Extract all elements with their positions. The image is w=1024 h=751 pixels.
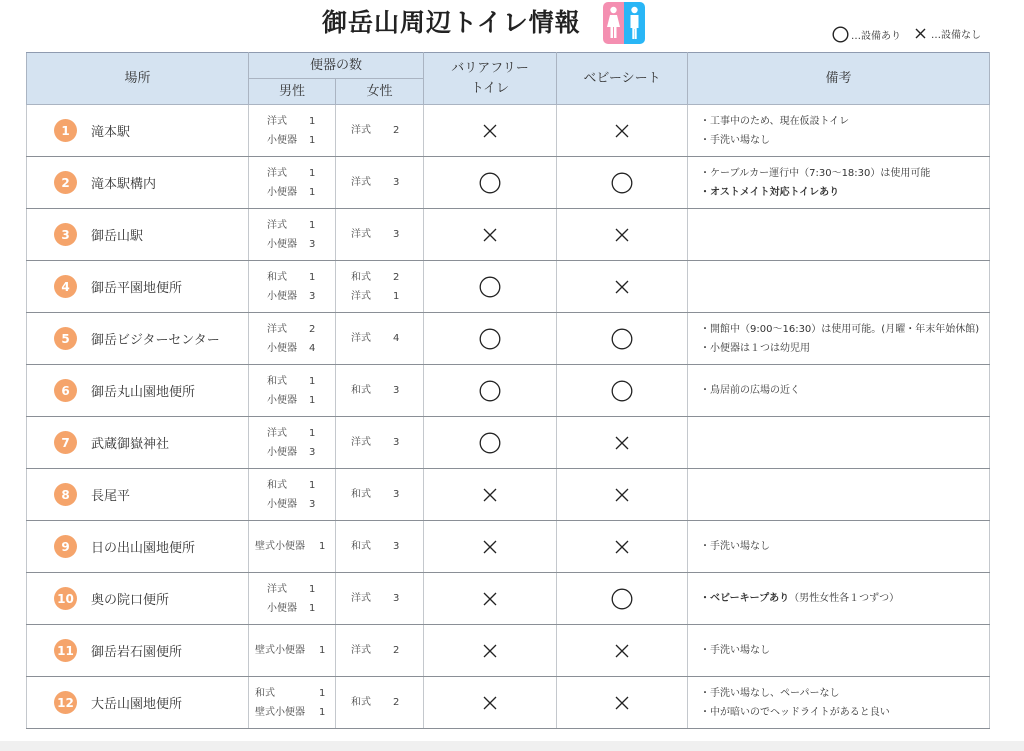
fixture-count: 3 bbox=[393, 437, 400, 448]
fixture-line bbox=[267, 183, 335, 202]
fixture-type: 壁式小便器 bbox=[255, 706, 305, 718]
circle-mark-icon bbox=[611, 172, 633, 194]
note-text: ・中が暗いのでヘッドライトがあると良い bbox=[700, 706, 890, 718]
baby-seat-cell bbox=[557, 521, 688, 573]
fixture-count: 1 bbox=[393, 290, 400, 302]
cross-mark-icon bbox=[482, 695, 498, 711]
female-fixtures-cell bbox=[336, 521, 424, 573]
row-number-badge: 9 bbox=[54, 535, 77, 558]
fixture-count: 3 bbox=[393, 177, 400, 188]
row-number-badge: 12 bbox=[54, 691, 77, 714]
fixture-type: 洋式 bbox=[351, 437, 371, 448]
baby-seat-cell bbox=[557, 677, 688, 729]
place-name: 御岳丸山園地便所 bbox=[91, 385, 196, 400]
note-line bbox=[700, 703, 989, 722]
cross-mark-icon bbox=[614, 227, 630, 243]
female-fixtures-cell bbox=[336, 677, 424, 729]
barrier-free-cell bbox=[424, 105, 557, 157]
male-fixtures-cell bbox=[249, 209, 336, 261]
fixture-count: 3 bbox=[309, 446, 316, 458]
table-row bbox=[27, 469, 990, 521]
fixture-line bbox=[255, 537, 335, 556]
legend-available-label: …設備あり bbox=[851, 31, 901, 42]
male-fixtures-cell bbox=[249, 417, 336, 469]
table-row bbox=[27, 157, 990, 209]
header-female: 女性 bbox=[336, 79, 424, 105]
place-name: 御岳山駅 bbox=[91, 229, 144, 244]
fixture-line bbox=[267, 339, 335, 358]
fixture-count: 4 bbox=[393, 333, 400, 344]
baby-seat-cell bbox=[557, 209, 688, 261]
notes-cell bbox=[688, 157, 990, 209]
table-row bbox=[27, 677, 990, 729]
fixture-type: 小便器 bbox=[267, 498, 297, 510]
fixture-count: 1 bbox=[309, 134, 316, 146]
female-fixtures-cell bbox=[336, 261, 424, 313]
cross-mark-icon bbox=[482, 487, 498, 503]
row-number-badge: 4 bbox=[54, 275, 77, 298]
fixture-line bbox=[351, 381, 423, 400]
fixture-count: 1 bbox=[309, 186, 316, 198]
place-cell bbox=[27, 105, 249, 157]
fixture-type: 和式 bbox=[351, 541, 371, 552]
male-fixtures-cell bbox=[249, 625, 336, 677]
male-fixtures-cell bbox=[249, 105, 336, 157]
place-cell bbox=[27, 573, 249, 625]
fixture-count: 3 bbox=[309, 290, 316, 302]
male-fixtures-cell bbox=[249, 521, 336, 573]
fixture-line bbox=[267, 372, 335, 391]
note-text: ・手洗い場なし、ペーパーなし bbox=[700, 687, 840, 699]
fixture-count: 1 bbox=[309, 394, 316, 406]
circle-mark-icon bbox=[479, 276, 501, 298]
page-title: 御岳山周辺トイレ情報 bbox=[322, 8, 581, 37]
table-row bbox=[27, 261, 990, 313]
place-cell bbox=[27, 209, 249, 261]
row-number-badge: 5 bbox=[54, 327, 77, 350]
place-cell bbox=[27, 157, 249, 209]
header-notes: 備考 bbox=[688, 53, 990, 105]
fixture-type: 和式 bbox=[351, 697, 371, 708]
male-fixtures-cell bbox=[249, 157, 336, 209]
fixture-line bbox=[351, 287, 423, 306]
fixture-count: 1 bbox=[309, 583, 316, 595]
cross-mark-icon bbox=[614, 487, 630, 503]
barrier-free-cell bbox=[424, 365, 557, 417]
note-line bbox=[700, 112, 989, 131]
fixture-line bbox=[267, 320, 335, 339]
female-fixtures-cell bbox=[336, 105, 424, 157]
fixture-type: 小便器 bbox=[267, 602, 297, 614]
note-text: ・ケーブルカー運行中（7:30～18:30）は使用可能 bbox=[700, 167, 931, 179]
note-text: ・手洗い場なし bbox=[700, 134, 771, 146]
fixture-type: 洋式 bbox=[267, 115, 287, 127]
fixture-line bbox=[255, 684, 335, 703]
fixture-type: 小便器 bbox=[267, 238, 297, 250]
fixture-count: 4 bbox=[309, 342, 316, 354]
note-line bbox=[700, 320, 989, 339]
fixture-line bbox=[255, 641, 335, 660]
fixture-type: 和式 bbox=[351, 271, 371, 283]
header-barrier-free-label: バリアフリー トイレ bbox=[451, 60, 529, 96]
fixture-count: 1 bbox=[309, 427, 316, 439]
notes-cell bbox=[688, 261, 990, 313]
male-fixtures-cell bbox=[249, 677, 336, 729]
cross-mark-icon bbox=[482, 123, 498, 139]
fixture-line bbox=[351, 589, 423, 608]
baby-seat-cell bbox=[557, 105, 688, 157]
fixture-line bbox=[351, 329, 423, 348]
fixture-line bbox=[351, 433, 423, 452]
fixture-type: 洋式 bbox=[351, 333, 371, 344]
fixture-line bbox=[351, 225, 423, 244]
fixture-line bbox=[267, 391, 335, 410]
note-text: ・オストメイト対応トイレあり bbox=[700, 186, 840, 198]
bottom-strip bbox=[0, 741, 1024, 751]
legend-available bbox=[832, 26, 901, 43]
fixture-line bbox=[267, 495, 335, 514]
place-cell bbox=[27, 521, 249, 573]
place-name: 日の出山園地便所 bbox=[91, 541, 196, 556]
fixture-count: 3 bbox=[309, 238, 316, 250]
cross-mark-icon bbox=[614, 123, 630, 139]
circle-mark-icon bbox=[479, 328, 501, 350]
male-fixtures-cell bbox=[249, 573, 336, 625]
fixture-line bbox=[351, 173, 423, 192]
fixture-type: 洋式 bbox=[267, 583, 287, 595]
fixture-type: 和式 bbox=[351, 385, 371, 396]
male-fixtures-cell bbox=[249, 469, 336, 521]
female-fixtures-cell bbox=[336, 365, 424, 417]
cross-mark-icon bbox=[482, 227, 498, 243]
fixture-line bbox=[267, 235, 335, 254]
fixture-count: 3 bbox=[393, 593, 400, 604]
fixture-count: 3 bbox=[393, 229, 400, 240]
circle-mark-icon bbox=[479, 380, 501, 402]
fixture-count: 1 bbox=[309, 375, 316, 387]
note-line bbox=[700, 183, 989, 202]
baby-seat-cell bbox=[557, 625, 688, 677]
table-row bbox=[27, 313, 990, 365]
fixture-count: 2 bbox=[393, 697, 400, 708]
fixture-count: 1 bbox=[309, 167, 316, 179]
note-line bbox=[700, 684, 989, 703]
fixture-count: 2 bbox=[393, 271, 400, 283]
fixture-line bbox=[351, 268, 423, 287]
fixture-count: 1 bbox=[309, 219, 316, 231]
female-fixtures-cell bbox=[336, 469, 424, 521]
fixture-count: 3 bbox=[309, 498, 316, 510]
circle-mark-icon bbox=[832, 26, 849, 43]
header-fixtures: 便器の数 bbox=[249, 53, 424, 79]
barrier-free-cell bbox=[424, 261, 557, 313]
note-text: ・手洗い場なし bbox=[700, 541, 771, 552]
table-row bbox=[27, 105, 990, 157]
notes-cell bbox=[688, 105, 990, 157]
baby-seat-cell bbox=[557, 365, 688, 417]
place-name: 御岳岩石園便所 bbox=[91, 645, 183, 660]
notes-cell bbox=[688, 209, 990, 261]
note-text: ・小便器は１つは幼児用 bbox=[700, 342, 811, 354]
fixture-line bbox=[351, 693, 423, 712]
note-line bbox=[700, 641, 989, 660]
restroom-icon bbox=[603, 2, 645, 44]
fixture-type: 小便器 bbox=[267, 394, 297, 406]
fixture-line bbox=[267, 112, 335, 131]
notes-cell bbox=[688, 521, 990, 573]
notes-cell bbox=[688, 677, 990, 729]
barrier-free-cell bbox=[424, 469, 557, 521]
fixture-count: 1 bbox=[309, 115, 316, 127]
female-fixtures-cell bbox=[336, 157, 424, 209]
header-barrier-free bbox=[424, 53, 557, 105]
cross-mark-icon bbox=[614, 643, 630, 659]
fixture-count: 3 bbox=[393, 385, 400, 396]
baby-seat-cell bbox=[557, 469, 688, 521]
fixture-line bbox=[267, 599, 335, 618]
fixture-line bbox=[267, 131, 335, 150]
place-cell bbox=[27, 625, 249, 677]
fixture-line bbox=[351, 121, 423, 140]
note-line bbox=[700, 339, 989, 358]
fixture-type: 洋式 bbox=[351, 645, 371, 656]
note-line bbox=[700, 381, 989, 400]
fixture-line bbox=[267, 424, 335, 443]
female-fixtures-cell bbox=[336, 209, 424, 261]
fixture-type: 洋式 bbox=[267, 427, 287, 439]
cross-mark-icon bbox=[614, 279, 630, 295]
row-number-badge: 7 bbox=[54, 431, 77, 454]
circle-mark-icon bbox=[479, 172, 501, 194]
place-name: 長尾平 bbox=[91, 489, 131, 504]
female-fixtures-cell bbox=[336, 625, 424, 677]
table-row bbox=[27, 417, 990, 469]
place-name: 滝本駅構内 bbox=[91, 177, 157, 192]
fixture-type: 洋式 bbox=[351, 593, 371, 604]
notes-cell bbox=[688, 313, 990, 365]
fixture-type: 洋式 bbox=[351, 229, 371, 240]
table-row bbox=[27, 521, 990, 573]
fixture-count: 2 bbox=[393, 645, 400, 656]
fixture-count: 1 bbox=[309, 479, 316, 491]
note-line bbox=[700, 589, 989, 608]
place-cell bbox=[27, 313, 249, 365]
legend-unavailable bbox=[914, 26, 981, 41]
barrier-free-cell bbox=[424, 521, 557, 573]
baby-seat-cell bbox=[557, 313, 688, 365]
circle-mark-icon bbox=[611, 588, 633, 610]
table-row bbox=[27, 209, 990, 261]
fixture-type: 小便器 bbox=[267, 342, 297, 354]
table-row bbox=[27, 365, 990, 417]
row-number-badge: 10 bbox=[54, 587, 77, 610]
fixture-type: 小便器 bbox=[267, 290, 297, 302]
legend-unavailable-label: …設備なし bbox=[931, 30, 981, 41]
fixture-type: 和式 bbox=[267, 375, 287, 387]
table-row bbox=[27, 625, 990, 677]
fixture-count: 1 bbox=[309, 271, 316, 283]
notes-cell bbox=[688, 417, 990, 469]
barrier-free-cell bbox=[424, 157, 557, 209]
fixture-type: 洋式 bbox=[267, 219, 287, 231]
fixture-type: 洋式 bbox=[351, 290, 371, 302]
fixture-line bbox=[351, 641, 423, 660]
notes-cell bbox=[688, 625, 990, 677]
fixture-type: 和式 bbox=[351, 489, 371, 500]
row-number-badge: 2 bbox=[54, 171, 77, 194]
note-suffix: （男性女性各１つずつ） bbox=[789, 593, 900, 604]
barrier-free-cell bbox=[424, 209, 557, 261]
circle-mark-icon bbox=[479, 432, 501, 454]
table-body bbox=[27, 105, 990, 729]
cross-mark-icon bbox=[614, 435, 630, 451]
fixture-line bbox=[267, 216, 335, 235]
header-place: 場所 bbox=[27, 53, 249, 105]
fixture-count: 3 bbox=[393, 489, 400, 500]
fixture-line bbox=[267, 443, 335, 462]
row-number-badge: 6 bbox=[54, 379, 77, 402]
fixture-type: 洋式 bbox=[267, 167, 287, 179]
baby-seat-cell bbox=[557, 157, 688, 209]
notes-cell bbox=[688, 365, 990, 417]
fixture-count: 2 bbox=[309, 323, 316, 335]
row-number-badge: 1 bbox=[54, 119, 77, 142]
barrier-free-cell bbox=[424, 313, 557, 365]
note-line bbox=[700, 131, 989, 150]
baby-seat-cell bbox=[557, 261, 688, 313]
place-cell bbox=[27, 261, 249, 313]
fixture-type: 小便器 bbox=[267, 446, 297, 458]
baby-seat-cell bbox=[557, 573, 688, 625]
cross-mark-icon bbox=[482, 591, 498, 607]
place-name: 大岳山園地便所 bbox=[91, 697, 183, 712]
place-name: 御岳平園地便所 bbox=[91, 281, 183, 296]
fixture-type: 洋式 bbox=[351, 177, 371, 188]
place-cell bbox=[27, 365, 249, 417]
row-number-badge: 11 bbox=[54, 639, 77, 662]
fixture-line bbox=[255, 703, 335, 722]
fixture-type: 小便器 bbox=[267, 186, 297, 198]
cross-mark-icon bbox=[914, 27, 927, 40]
fixture-line bbox=[267, 268, 335, 287]
cross-mark-icon bbox=[614, 539, 630, 555]
circle-mark-icon bbox=[611, 380, 633, 402]
toilet-table bbox=[26, 52, 990, 729]
fixture-type: 和式 bbox=[255, 687, 275, 699]
fixture-line bbox=[267, 164, 335, 183]
header-baby-seat: ベビーシート bbox=[557, 53, 688, 105]
fixture-count: 3 bbox=[393, 541, 400, 552]
row-number-badge: 8 bbox=[54, 483, 77, 506]
fixture-line bbox=[267, 476, 335, 495]
male-fixtures-cell bbox=[249, 313, 336, 365]
note-text: ・開館中（9:00～16:30）は使用可能。(月曜・年末年始休館) bbox=[700, 323, 980, 335]
fixture-type: 和式 bbox=[267, 271, 287, 283]
female-fixtures-cell bbox=[336, 417, 424, 469]
fixture-type: 洋式 bbox=[351, 125, 371, 136]
fixture-line bbox=[351, 537, 423, 556]
barrier-free-cell bbox=[424, 573, 557, 625]
fixture-count: 1 bbox=[319, 645, 326, 656]
fixture-type: 小便器 bbox=[267, 134, 297, 146]
fixture-line bbox=[267, 287, 335, 306]
place-name: 奥の院口便所 bbox=[91, 593, 170, 608]
note-line bbox=[700, 537, 989, 556]
header-male: 男性 bbox=[249, 79, 336, 105]
note-text: ・手洗い場なし bbox=[700, 645, 771, 656]
fixture-type: 壁式小便器 bbox=[255, 541, 305, 552]
place-cell bbox=[27, 469, 249, 521]
barrier-free-cell bbox=[424, 625, 557, 677]
cross-mark-icon bbox=[482, 539, 498, 555]
place-cell bbox=[27, 677, 249, 729]
place-name: 滝本駅 bbox=[91, 125, 131, 140]
note-text: ・工事中のため、現在仮設トイレ bbox=[700, 115, 850, 127]
cross-mark-icon bbox=[614, 695, 630, 711]
female-fixtures-cell bbox=[336, 313, 424, 365]
table-row bbox=[27, 573, 990, 625]
row-number-badge: 3 bbox=[54, 223, 77, 246]
female-fixtures-cell bbox=[336, 573, 424, 625]
male-fixtures-cell bbox=[249, 261, 336, 313]
notes-cell bbox=[688, 573, 990, 625]
circle-mark-icon bbox=[611, 328, 633, 350]
fixture-count: 1 bbox=[319, 706, 326, 718]
baby-seat-cell bbox=[557, 417, 688, 469]
place-name: 武蔵御嶽神社 bbox=[91, 437, 170, 452]
fixture-line bbox=[351, 485, 423, 504]
place-name: 御岳ビジターセンター bbox=[91, 333, 220, 348]
fixture-type: 洋式 bbox=[267, 323, 287, 335]
fixture-count: 1 bbox=[319, 541, 326, 552]
notes-cell bbox=[688, 469, 990, 521]
note-text: ・ベビーキープあり bbox=[700, 593, 790, 604]
barrier-free-cell bbox=[424, 677, 557, 729]
fixture-count: 1 bbox=[319, 687, 326, 699]
fixture-count: 2 bbox=[393, 125, 400, 136]
fixture-count: 1 bbox=[309, 602, 316, 614]
cross-mark-icon bbox=[482, 643, 498, 659]
place-cell bbox=[27, 417, 249, 469]
male-fixtures-cell bbox=[249, 365, 336, 417]
fixture-type: 和式 bbox=[267, 479, 287, 491]
note-text: ・鳥居前の広場の近く bbox=[700, 385, 801, 396]
fixture-line bbox=[267, 580, 335, 599]
note-line bbox=[700, 164, 989, 183]
barrier-free-cell bbox=[424, 417, 557, 469]
fixture-type: 壁式小便器 bbox=[255, 645, 305, 656]
